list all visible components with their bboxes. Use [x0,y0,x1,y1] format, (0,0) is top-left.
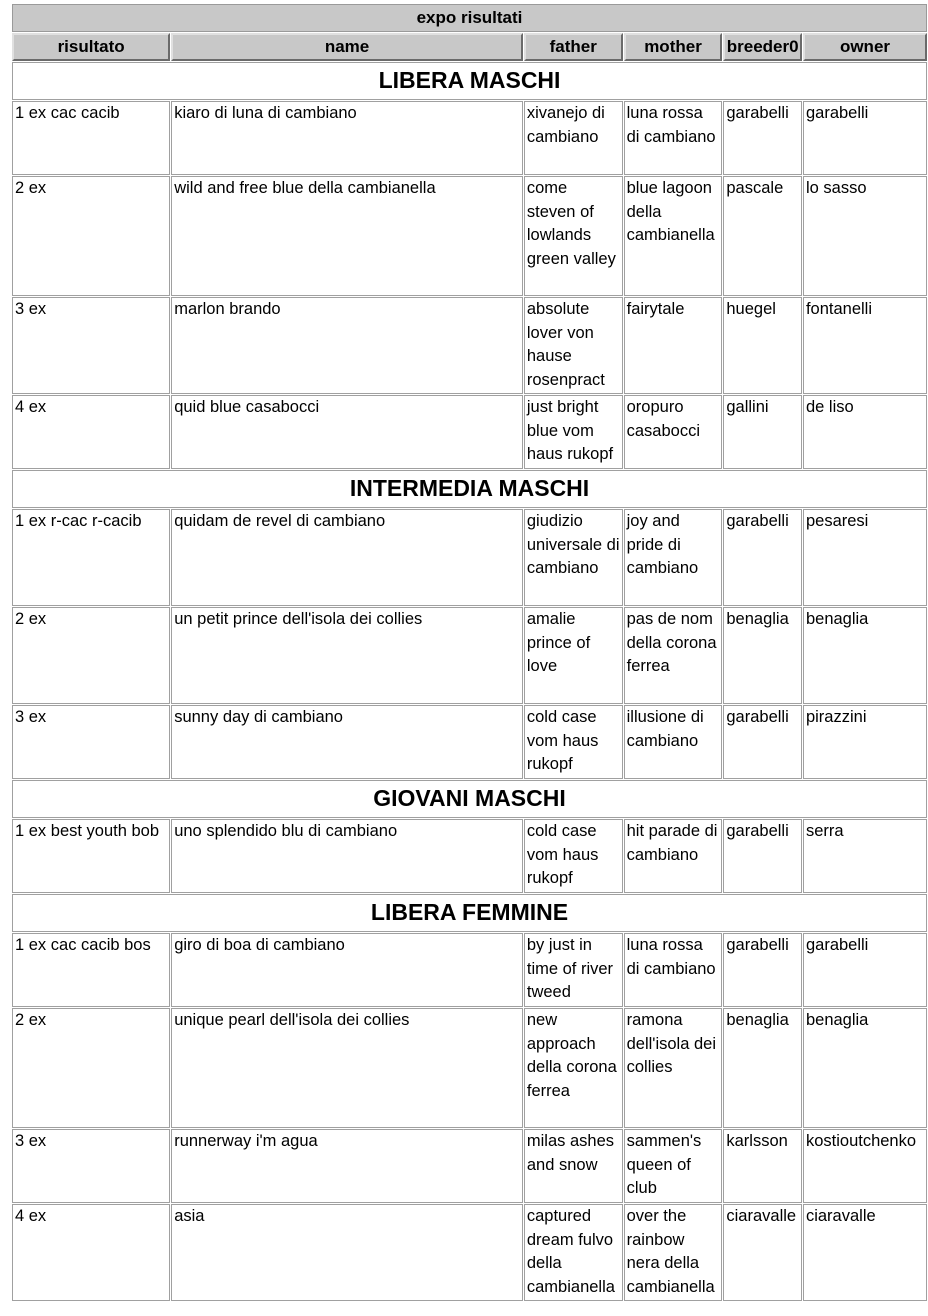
cell-mother: sammen's queen of club [624,1129,723,1203]
cell-owner: kostioutchenko [803,1129,927,1203]
cell-breeder: garabelli [723,509,802,606]
cell-breeder: benaglia [723,1008,802,1128]
table-row [12,1129,927,1203]
cell-breeder: pascale [723,176,802,296]
cell-mother: illusione di cambiano [624,705,723,779]
cell-name: giro di boa di cambiano [171,933,523,1007]
cell-father: cold case vom haus rukopf [524,819,623,893]
cell-risultato: 1 ex cac cacib bos [12,933,170,1007]
header-row [12,33,927,61]
section-heading: LIBERA FEMMINE [12,894,927,932]
table-row [12,933,927,1007]
cell-risultato: 3 ex [12,705,170,779]
cell-name: quid blue casabocci [171,395,523,469]
table-row [12,1204,927,1301]
results-table [11,3,928,1302]
column-header-father[interactable]: father [524,33,623,61]
cell-risultato: 2 ex [12,1008,170,1128]
results-body [12,62,927,1301]
cell-risultato: 4 ex [12,395,170,469]
cell-owner: pirazzini [803,705,927,779]
table-row [12,705,927,779]
cell-father: new approach della corona ferrea [524,1008,623,1128]
cell-mother: fairytale [624,297,723,394]
cell-breeder: ciaravalle [723,1204,802,1301]
cell-breeder: garabelli [723,819,802,893]
section-heading-row [12,780,927,818]
cell-owner: de liso [803,395,927,469]
cell-father: amalie prince of love [524,607,623,704]
cell-risultato: 1 ex best youth bob [12,819,170,893]
cell-owner: pesaresi [803,509,927,606]
cell-father: xivanejo di cambiano [524,101,623,175]
cell-father: giudizio universale di cambiano [524,509,623,606]
cell-breeder: garabelli [723,101,802,175]
cell-father: by just in time of river tweed [524,933,623,1007]
cell-name: unique pearl dell'isola dei collies [171,1008,523,1128]
cell-name: runnerway i'm agua [171,1129,523,1203]
cell-breeder: gallini [723,395,802,469]
table-row [12,509,927,606]
cell-name: quidam de revel di cambiano [171,509,523,606]
cell-mother: ramona dell'isola dei collies [624,1008,723,1128]
cell-owner: fontanelli [803,297,927,394]
cell-owner: garabelli [803,933,927,1007]
cell-mother: pas de nom della corona ferrea [624,607,723,704]
column-header-owner[interactable]: owner [803,33,927,61]
section-heading: INTERMEDIA MASCHI [12,470,927,508]
cell-father: captured dream fulvo della cambianella [524,1204,623,1301]
cell-owner: lo sasso [803,176,927,296]
column-header-risultato[interactable]: risultato [12,33,170,61]
cell-mother: joy and pride di cambiano [624,509,723,606]
cell-father: absolute lover von hause rosenpract [524,297,623,394]
results-page [11,3,928,1302]
table-row [12,1008,927,1128]
cell-breeder: benaglia [723,607,802,704]
cell-name: kiaro di luna di cambiano [171,101,523,175]
cell-risultato: 3 ex [12,1129,170,1203]
table-row [12,176,927,296]
cell-mother: hit parade di cambiano [624,819,723,893]
cell-breeder: huegel [723,297,802,394]
cell-name: un petit prince dell'isola dei collies [171,607,523,704]
cell-owner: garabelli [803,101,927,175]
section-heading: LIBERA MASCHI [12,62,927,100]
section-heading-row [12,894,927,932]
cell-name: sunny day di cambiano [171,705,523,779]
cell-name: uno splendido blu di cambiano [171,819,523,893]
cell-owner: benaglia [803,607,927,704]
cell-father: milas ashes and snow [524,1129,623,1203]
table-row [12,297,927,394]
section-heading: GIOVANI MASCHI [12,780,927,818]
cell-breeder: garabelli [723,933,802,1007]
cell-owner: benaglia [803,1008,927,1128]
cell-risultato: 4 ex [12,1204,170,1301]
cell-owner: serra [803,819,927,893]
section-heading-row [12,470,927,508]
cell-name: wild and free blue della cambianella [171,176,523,296]
cell-father: just bright blue vom haus rukopf [524,395,623,469]
cell-risultato: 1 ex r-cac r-cacib [12,509,170,606]
cell-name: marlon brando [171,297,523,394]
cell-risultato: 2 ex [12,607,170,704]
column-header-name[interactable]: name [171,33,523,61]
cell-risultato: 1 ex cac cacib [12,101,170,175]
section-heading-row [12,62,927,100]
cell-mother: oropuro casabocci [624,395,723,469]
cell-risultato: 2 ex [12,176,170,296]
table-title: expo risultati [12,4,927,32]
cell-breeder: karlsson [723,1129,802,1203]
cell-father: come steven of lowlands green valley [524,176,623,296]
column-header-mother[interactable]: mother [624,33,723,61]
table-row [12,607,927,704]
cell-owner: ciaravalle [803,1204,927,1301]
column-header-breeder[interactable]: breeder0 [723,33,802,61]
table-row [12,819,927,893]
table-row [12,395,927,469]
cell-name: asia [171,1204,523,1301]
cell-breeder: garabelli [723,705,802,779]
cell-mother: luna rossa di cambiano [624,933,723,1007]
cell-mother: blue lagoon della cambianella [624,176,723,296]
cell-father: cold case vom haus rukopf [524,705,623,779]
cell-risultato: 3 ex [12,297,170,394]
cell-mother: over the rainbow nera della cambianella [624,1204,723,1301]
table-row [12,101,927,175]
cell-mother: luna rossa di cambiano [624,101,723,175]
